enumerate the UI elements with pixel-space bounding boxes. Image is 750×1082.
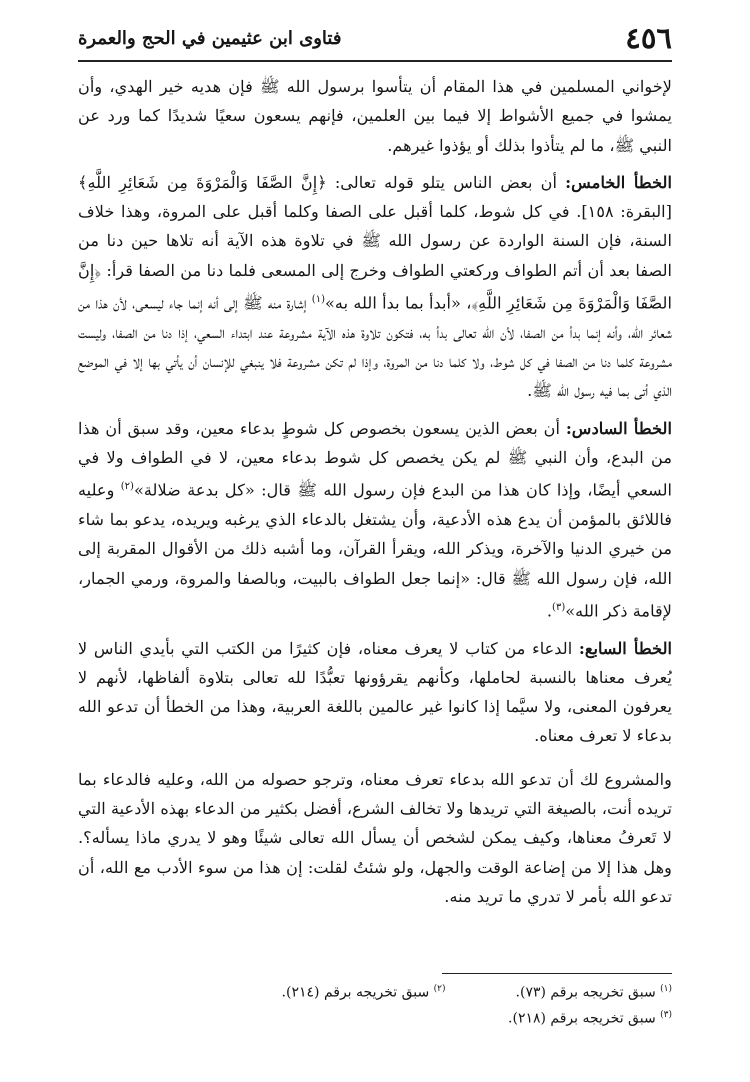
- header-rule: [78, 60, 672, 62]
- footnote-mark: (٣): [660, 1009, 672, 1020]
- section-heading-error-5: الخطأ الخامس:: [565, 172, 672, 192]
- paragraph-error-5: [78, 168, 672, 406]
- footnote-marker: (١): [311, 294, 325, 306]
- paragraph-text: أن بعض الذين يسعون بخصوص كل شوطٍ بدعاء معين، وقد سبق أن هذا من البدع، وأن النبي ﷺ لم يكن يخصص كل شوط بدعاء معين، لا في الطواف ولا في السعي أيضًا، وإذا كان هذا من البدع فإن رسول الله ﷺ قال: «كل بدعة ضلالة»: [78, 418, 673, 500]
- paragraph-error-6: [78, 414, 672, 626]
- footnote-row: [78, 1004, 672, 1030]
- footnote-marker: (٢): [120, 481, 134, 493]
- footnote-mark: (٢): [433, 984, 446, 994]
- section-heading-error-6: الخطأ السادس:: [565, 418, 672, 438]
- paragraph-text: أن بعض الناس يتلو قوله تعالى: ﴿إِنَّ الصَّفَا وَالْمَرْوَةَ مِن شَعَائِرِ اللَّهِ﴾ [البقرة: ١٥٨]. في كل شوط، كلما أقبل على الصفا وكلما أقبل على المروة، وهذا خلاف السنة، فإن السنة الواردة عن رسول الله ﷺ في تلاوة هذه الآية أنه تلاها حين دنا من الصفا بعد أن أتم الطواف وركعتي الطواف وخرج إلى المسعى فلما دنا من الصفا قرأ: ﴿إِنَّ الصَّفَا وَالْمَرْوَةَ مِن شَعَائِرِ اللَّهِ﴾، «أبدأ بما بدأ الله به»: [78, 172, 672, 313]
- footnote-1: [516, 978, 672, 1004]
- paragraph-conclusion: [78, 765, 672, 911]
- paragraph-error-7: [78, 634, 672, 751]
- footnote-3: [508, 1004, 672, 1030]
- paragraph-text: الدعاء من كتاب لا يعرف معناه، فإن كثيرًا من الكتب التي بأيدي الناس لا يُعرف معناها بالنسبة لحاملها، وكأنهم يقرؤونها تعبُّدًا لله تعالى بتلاوة ألفاظها، لأنهم لا يعرفون المعنى، ولا سيَّما إذا كانوا غير عالمين باللغة العربية، وهذا من الخطأ أن تدعو الله بدعاء لا تعرف معناه.: [78, 638, 672, 746]
- footnote-marker: (٣): [552, 601, 566, 613]
- footnotes: [78, 978, 672, 1029]
- paragraph-intro: [78, 72, 672, 160]
- page-header: [78, 18, 672, 58]
- paragraph-text-cont: وعليه فاللائق بالمؤمن أن يدع هذه الأدعية، وأن يشتغل بالدعاء الذي يرغبه ويريده، يدعو بما شاء من خيري الدنيا والآخرة، ويذكر الله، ويقرأ القرآن، وما أشبه ذلك من الأقوال المقربة إلى الله، فإن رسول الله ﷺ قال: «إنما جعل الطواف بالبيت، وبالصفا والمروة، ورمي الجمار، لإقامة ذكر الله»: [78, 480, 672, 621]
- footnote-text: سبق تخريجه برقم (٧٣).: [515, 984, 656, 1001]
- paragraph-text-end: .: [546, 601, 553, 621]
- paragraph-text: والمشروع لك أن تدعو الله بدعاء تعرف معناه، وترجو حصوله من الله، وعليه فالدعاء بما تريده أنت، بالصيغة التي تريدها ولا تخالف الشرع، أفضل بكثير من الدعاء بهذه الأدعية التي لا تَعرفُ معناها، وكيف يمكن لشخص أن يسأل الله تعالى شيئًا وهو لا يدري ماذا يسأله؟. وهل هذا إلا من إضاعة الوقت والجهل، ولو شئتُ لقلت: إن هذا من سوء الأدب مع الله، أن تدعو الله بأمر لا تدري ما تريد منه.: [78, 769, 672, 906]
- footnote-row: [78, 978, 672, 1004]
- page-body: [78, 72, 672, 911]
- footnote-2: [282, 978, 446, 1004]
- footnote-rule: [442, 973, 672, 974]
- footnote-mark: (١): [660, 984, 672, 994]
- running-title: فتاوى ابن عثيمين في الحج والعمرة: [78, 27, 342, 49]
- footnote-text: سبق تخريجه برقم (٢١٨).: [508, 1010, 656, 1027]
- paragraph-text: لإخواني المسلمين في هذا المقام أن يتأسوا برسول الله ﷺ فإن هديه خير الهدي، وأن يمشوا في جميع الأشواط إلا فيما بين العلمين، فإنهم يسعون سعيًا شديدًا كما ورد عن النبي ﷺ، ما لم يتأذوا بذلك أو يؤذوا غيرهم.: [78, 77, 672, 155]
- paragraph-text-cont: إشارة منه ﷺ إلى أنه إنما جاء ليسعى، لأن هذا من شعائر الله، وأنه إنما بدأ من الصفا، لأن الله تعالى بدأ به، فتكون تلاوة هذه الآية مشروعة عند ابتداء السعي، إذا دنا من الصفا، وليست مشروعة كلما دنا من الصفا في كل شوط، ولا كلما دنا من المروة، وإذا لم تكن مشروعة فلا ينبغي للإنسان أن يأتي بها إلا في الموضع الذي أتى بما فيه رسول الله ﷺ.: [78, 293, 672, 401]
- footnote-text: سبق تخريجه برقم (٢١٤).: [281, 984, 430, 1001]
- page-number: ٤٥٦: [625, 21, 672, 55]
- section-heading-error-7: الخطأ السابع:: [578, 638, 672, 658]
